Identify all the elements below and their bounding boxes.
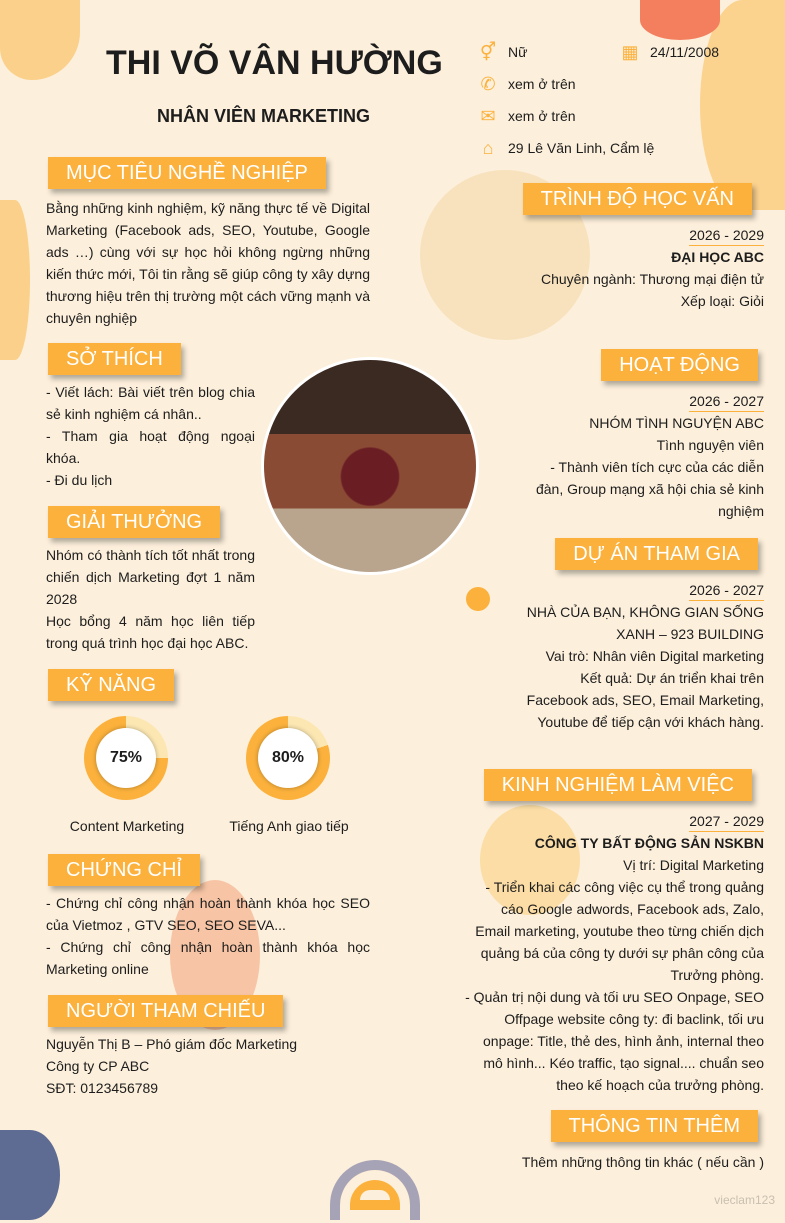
objective-text: Bằng những kinh nghiệm, kỹ năng thực tế về Digital Marketing (Facebook ads, SEO, Youtube, Google ads …) cùng với sự học hỏi không ngừng những kiến thức mới, Tôi tin rằng sẽ giúp công ty xây dựng thương hiệu trên thị trường một cách vững mạnh và chuyên nghiệp [46, 200, 370, 326]
decor-blob [0, 1130, 60, 1220]
full-name: THI VÕ VÂN HƯỜNG [106, 44, 443, 82]
project-role: Vai trò: Nhân viên Digital marketing [545, 648, 764, 664]
gender: Nữ [508, 44, 528, 60]
decor-blob [0, 0, 80, 80]
section-heading-projects: DỰ ÁN THAM GIA [555, 538, 758, 570]
hobby-item: - Tham gia hoạt động ngoại khóa. [46, 428, 255, 466]
reference-line: Công ty CP ABC [46, 1058, 150, 1074]
skill-percent: 75% [96, 728, 156, 788]
activities-info [524, 390, 764, 522]
experience-years: 2027 - 2029 [689, 811, 764, 832]
email: xem ở trên [508, 108, 576, 124]
gender-icon: ⚥ [479, 42, 497, 62]
projects-info [524, 579, 764, 733]
section-heading-certificates: CHỨNG CHỈ [48, 854, 200, 886]
birthday-row [620, 42, 719, 62]
section-heading-activities: HOẠT ĐỘNG [601, 349, 758, 381]
education-years: 2026 - 2029 [689, 225, 764, 246]
reference-line: Nguyễn Thị B – Phó giám đốc Marketing [46, 1036, 298, 1052]
award-item: Nhóm có thành tích tốt nhất trong chiến dịch Marketing đợt 1 năm 2028 [46, 547, 255, 607]
activity-years: 2026 - 2027 [689, 391, 764, 412]
activity-org: NHÓM TÌNH NGUYỆN ABC [589, 415, 764, 431]
experience-position: Vị trí: Digital Marketing [623, 857, 764, 873]
section-heading-extra: THÔNG TIN THÊM [551, 1110, 758, 1142]
section-heading-skills: KỸ NĂNG [48, 669, 174, 701]
section-heading-hobbies: SỞ THÍCH [48, 343, 181, 375]
address-row [478, 138, 654, 158]
phone: xem ở trên [508, 76, 576, 92]
phone-icon: ✆ [480, 74, 496, 94]
reference-line: SĐT: 0123456789 [46, 1080, 159, 1096]
experience-info [464, 810, 764, 1096]
education-school: ĐẠI HỌC ABC [671, 249, 764, 265]
references-info [46, 1033, 297, 1099]
decor-blob [700, 0, 785, 210]
hobby-item: - Viết lách: Bài viết trên blog chia sẻ kinh nghiệm cá nhân.. [46, 384, 255, 422]
hobby-item: - Đi du lịch [46, 472, 113, 488]
section-heading-references: NGƯỜI THAM CHIẾU [48, 995, 283, 1027]
email-row [478, 106, 576, 126]
experience-task: - Triển khai các công việc cụ thể trong quảng cáo Google adwords, Facebook ads, Zalo, Email marketing, youtube theo từng chiến dịch quảng bá của công ty dưới sự phân công của Trưởng phòng. [475, 879, 764, 983]
section-heading-education: TRÌNH ĐỘ HỌC VẤN [523, 183, 752, 215]
profile-photo [261, 357, 479, 575]
certificate-item: - Chứng chỉ công nhận hoàn thành khóa học SEO của Vietmoz , GTV SEO, SEO SEVA... [46, 895, 370, 933]
activity-desc: - Thành viên tích cực của các diễn đàn, Group mạng xã hội chia sẻ kinh nghiệm [535, 459, 764, 519]
project-years: 2026 - 2027 [689, 580, 764, 601]
extra-text: Thêm những thông tin khác ( nếu cần ) [521, 1154, 764, 1170]
decor-blob [0, 200, 30, 360]
education-rank: Xếp loại: Giỏi [680, 293, 764, 309]
phone-row [478, 74, 576, 94]
skill-percent: 80% [258, 728, 318, 788]
award-item: Học bổng 4 năm học liên tiếp trong quá trình học đại học ABC. [46, 613, 255, 651]
home-icon: ⌂ [482, 138, 494, 158]
decor-blob [640, 0, 720, 40]
experience-company: CÔNG TY BẤT ĐỘNG SẢN NSKBN [534, 835, 764, 851]
gender-row [478, 42, 527, 62]
birthday: 24/11/2008 [650, 44, 720, 60]
calendar-icon: ▦ [621, 42, 639, 62]
skill-donut-content-marketing [84, 716, 168, 800]
project-result: Kết quả: Dự án triển khai trên Facebook ads, SEO, Email Marketing, Youtube để tiếp cận với khách hàng. [526, 670, 764, 730]
photo-dot-decor [466, 587, 490, 611]
decor-rainbow [330, 1160, 420, 1220]
skill-name: Tiếng Anh giao tiếp [229, 818, 349, 834]
job-position: NHÂN VIÊN MARKETING [157, 106, 371, 126]
skill-name: Content Marketing [69, 818, 185, 834]
section-heading-objective: MỤC TIÊU NGHỀ NGHIỆP [48, 157, 326, 189]
skill-donut-english [246, 716, 330, 800]
address: 29 Lê Văn Linh, Cẩm lệ [508, 140, 655, 156]
certificates-list [46, 892, 370, 980]
project-name: NHÀ CỦA BẠN, KHÔNG GIAN SỐNG XANH – 923 BUILDING [526, 604, 764, 642]
watermark: vieclam123 [714, 1193, 775, 1207]
section-heading-experience: KINH NGHIỆM LÀM VIỆC [484, 769, 752, 801]
education-info [464, 224, 764, 312]
experience-task: - Quản trị nội dung và tối ưu SEO Onpage, SEO Offpage website công ty: đi baclink, tối ưu onpage: Title, thẻ des, hình ảnh, internal theo mô hình... Kéo traffic, tạo signal.... chuẩn seo theo kế hoạch của trưởng phòng. [465, 989, 764, 1093]
certificate-item: - Chứng chỉ công nhận hoàn thành khóa học Marketing online [46, 939, 370, 977]
activity-role: Tình nguyện viên [656, 437, 764, 453]
awards-list [46, 544, 255, 654]
hobbies-list [46, 381, 255, 491]
email-icon: ✉ [480, 106, 496, 126]
education-major: Chuyên ngành: Thương mại điện tử [540, 271, 764, 287]
section-heading-awards: GIẢI THƯỞNG [48, 506, 220, 538]
